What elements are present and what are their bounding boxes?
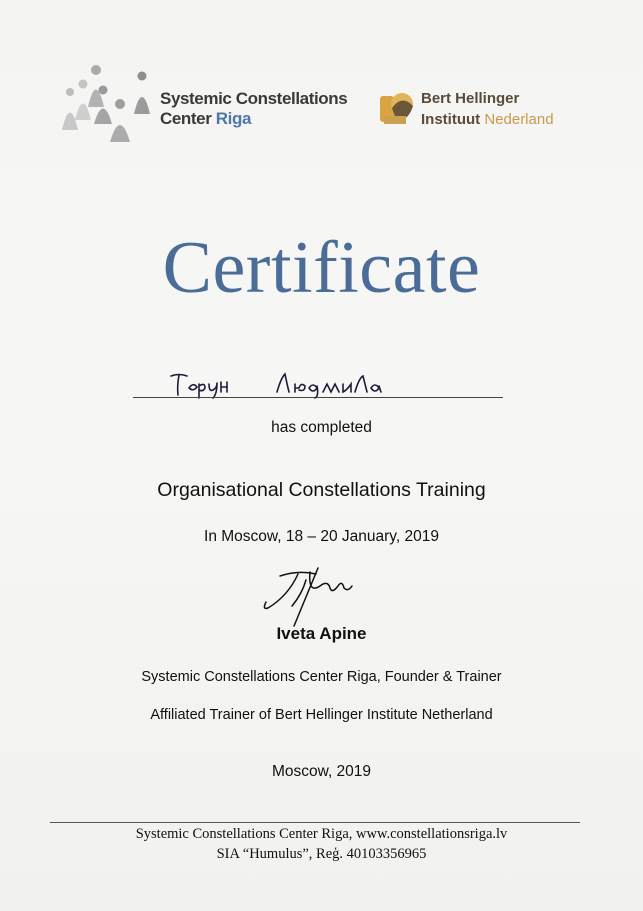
signatory-role-1: Systemic Constellations Center Riga, Founder & Trainer — [141, 669, 502, 685]
signatory-name: Iveta Apine — [276, 624, 367, 643]
training-name: Organisational Constellations Training — [157, 479, 486, 501]
recipient-handwritten-name — [165, 368, 425, 400]
left-logo-line2: Center — [160, 109, 216, 128]
handwritten-signature — [258, 566, 368, 628]
footer-line-1: Systemic Constellations Center Riga, www.constellationsriga.lv — [135, 826, 508, 842]
right-logo-line2: Instituut — [421, 111, 485, 128]
footer-divider — [50, 822, 580, 823]
systemic-constellations-logo — [58, 62, 358, 142]
left-logo-riga: Riga — [215, 109, 252, 128]
left-logo-line1: Systemic Constellations — [160, 89, 348, 108]
completed-text: has completed — [271, 419, 372, 436]
figures-logo-icon — [58, 62, 158, 142]
face-emblem-icon — [378, 88, 418, 128]
certificate-title: Certificate — [162, 227, 481, 309]
recipient-name-line — [133, 397, 503, 398]
training-date-location: In Moscow, 18 – 20 January, 2019 — [204, 528, 439, 545]
right-logo-nederland: Nederland — [484, 111, 554, 128]
footer-line-2: SIA “Humulus”, Reģ. 40103356965 — [216, 846, 427, 862]
right-logo-line1: Bert Hellinger — [421, 90, 520, 107]
bert-hellinger-logo — [378, 86, 578, 136]
place-date: Moscow, 2019 — [271, 763, 372, 780]
signatory-role-2: Affiliated Trainer of Bert Hellinger Institute Netherland — [150, 707, 493, 723]
